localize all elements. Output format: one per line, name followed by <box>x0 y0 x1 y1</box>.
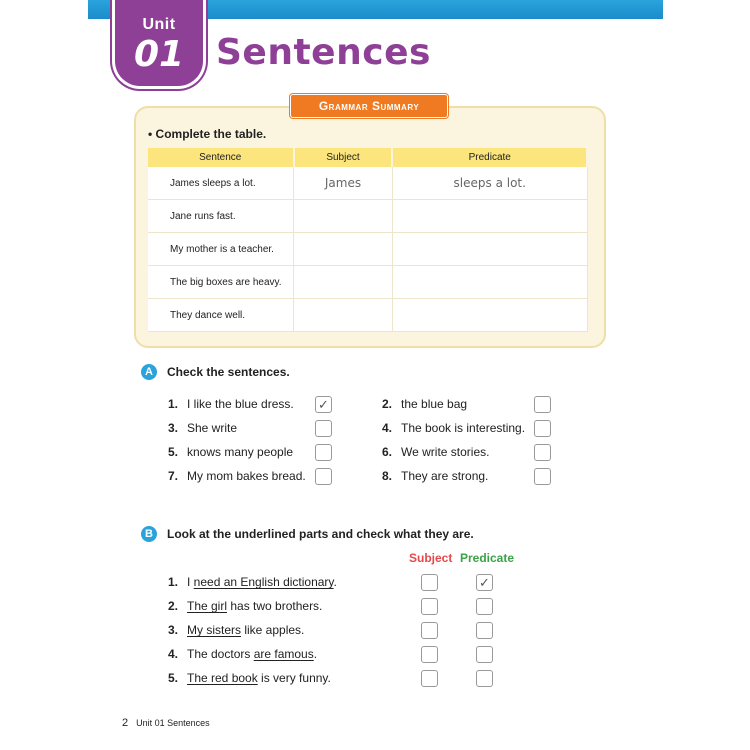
item-text-post: is very funny. <box>257 671 331 685</box>
item-text: I like the blue dress. <box>187 397 294 411</box>
list-item <box>382 469 488 483</box>
page-footer <box>122 717 210 729</box>
item-number: 3. <box>168 623 179 637</box>
predicate-checkbox[interactable] <box>476 598 493 615</box>
list-item <box>168 445 293 459</box>
item-number: 1. <box>168 575 179 589</box>
list-item <box>168 397 294 411</box>
checkbox[interactable] <box>534 396 551 413</box>
section-a-marker: A <box>141 364 157 380</box>
item-text-post: . <box>333 575 337 589</box>
summary-table <box>148 148 588 332</box>
subject-column-header: Subject <box>409 551 453 565</box>
table-row <box>148 200 587 233</box>
footer-text: Unit 01 Sentences <box>136 718 210 728</box>
item-number: 2. <box>382 397 393 411</box>
subject-cell[interactable] <box>294 233 393 266</box>
header-subject: Subject <box>294 148 393 167</box>
list-item <box>168 575 337 589</box>
predicate-cell[interactable] <box>392 233 587 266</box>
item-text: knows many people <box>187 445 294 459</box>
summary-instruction: • Complete the table. <box>148 127 267 141</box>
checkbox[interactable] <box>315 444 332 461</box>
predicate-cell[interactable] <box>392 200 587 233</box>
table-row <box>148 266 587 299</box>
item-number: 7. <box>168 469 179 483</box>
table-row <box>148 233 587 266</box>
subject-cell[interactable] <box>294 299 393 332</box>
list-item <box>168 469 306 483</box>
item-number: 3. <box>168 421 179 435</box>
page-title: Sentences <box>216 32 431 73</box>
list-item <box>168 623 304 637</box>
item-number: 4. <box>382 421 393 435</box>
subject-cell[interactable]: James <box>294 167 393 200</box>
sentence-cell: Jane runs fast. <box>148 200 294 233</box>
item-text: She write <box>187 421 238 435</box>
item-number: 2. <box>168 599 179 613</box>
header-sentence: Sentence <box>148 148 294 167</box>
section-b-title: Look at the underlined parts and check what they are. <box>167 527 474 541</box>
section-a-title: Check the sentences. <box>167 365 290 379</box>
checkbox[interactable] <box>315 420 332 437</box>
item-number: 1. <box>168 397 179 411</box>
subject-checkbox[interactable] <box>421 670 438 687</box>
item-number: 5. <box>168 671 179 685</box>
sentence-cell: My mother is a teacher. <box>148 233 294 266</box>
item-text: My mom bakes bread. <box>187 469 306 483</box>
underlined-part: The red book <box>187 671 258 685</box>
list-item <box>168 599 322 613</box>
unit-badge <box>112 0 206 89</box>
unit-number: 01 <box>133 34 185 75</box>
table-row <box>148 167 587 200</box>
item-text-pre: The doctors <box>187 647 254 661</box>
item-text-post: has two brothers. <box>227 599 323 613</box>
subject-checkbox[interactable] <box>421 646 438 663</box>
page-number: 2 <box>122 717 129 729</box>
subject-checkbox[interactable] <box>421 622 438 639</box>
subject-checkbox[interactable] <box>421 574 438 591</box>
underlined-part: My sisters <box>187 623 241 637</box>
item-text: the blue bag <box>401 397 468 411</box>
predicate-cell[interactable] <box>392 299 587 332</box>
grammar-summary-tab: Grammar Summary <box>290 94 448 118</box>
item-text: The book is interesting. <box>401 421 526 435</box>
list-item <box>168 671 331 685</box>
list-item <box>382 445 489 459</box>
predicate-checkbox[interactable] <box>476 622 493 639</box>
subject-cell[interactable] <box>294 266 393 299</box>
checkbox[interactable] <box>534 420 551 437</box>
item-text: They are strong. <box>401 469 489 483</box>
predicate-checkbox[interactable] <box>476 646 493 663</box>
item-text: We write stories. <box>401 445 490 459</box>
list-item <box>382 397 467 411</box>
checkbox[interactable]: ✓ <box>315 396 332 413</box>
predicate-cell[interactable] <box>392 266 587 299</box>
list-item <box>168 647 317 661</box>
subject-checkbox[interactable] <box>421 598 438 615</box>
list-item <box>382 421 525 435</box>
predicate-cell[interactable]: sleeps a lot. <box>392 167 587 200</box>
item-number: 4. <box>168 647 179 661</box>
checkbox[interactable] <box>315 468 332 485</box>
sentence-cell: James sleeps a lot. <box>148 167 294 200</box>
predicate-checkbox[interactable]: ✓ <box>476 574 493 591</box>
underlined-part: The girl <box>187 599 228 613</box>
predicate-checkbox[interactable] <box>476 670 493 687</box>
item-number: 5. <box>168 445 179 459</box>
predicate-column-header: Predicate <box>460 551 515 565</box>
sentence-cell: They dance well. <box>148 299 294 332</box>
item-text-post: . <box>313 647 318 661</box>
list-item <box>168 421 237 435</box>
underlined-part: need an English dictionary <box>193 575 334 589</box>
checkbox[interactable] <box>534 468 551 485</box>
header-predicate: Predicate <box>392 148 587 167</box>
table-row <box>148 299 587 332</box>
item-text-post: like apples. <box>241 623 305 637</box>
item-text-pre: I <box>187 575 194 589</box>
subject-cell[interactable] <box>294 200 393 233</box>
sentence-cell: The big boxes are heavy. <box>148 266 294 299</box>
underlined-part: are famous <box>253 647 314 661</box>
item-number: 6. <box>382 445 393 459</box>
table-header-row <box>148 148 587 167</box>
section-b-marker: B <box>141 526 157 542</box>
unit-label: Unit <box>142 16 176 33</box>
checkbox[interactable] <box>534 444 551 461</box>
item-number: 8. <box>382 469 393 483</box>
